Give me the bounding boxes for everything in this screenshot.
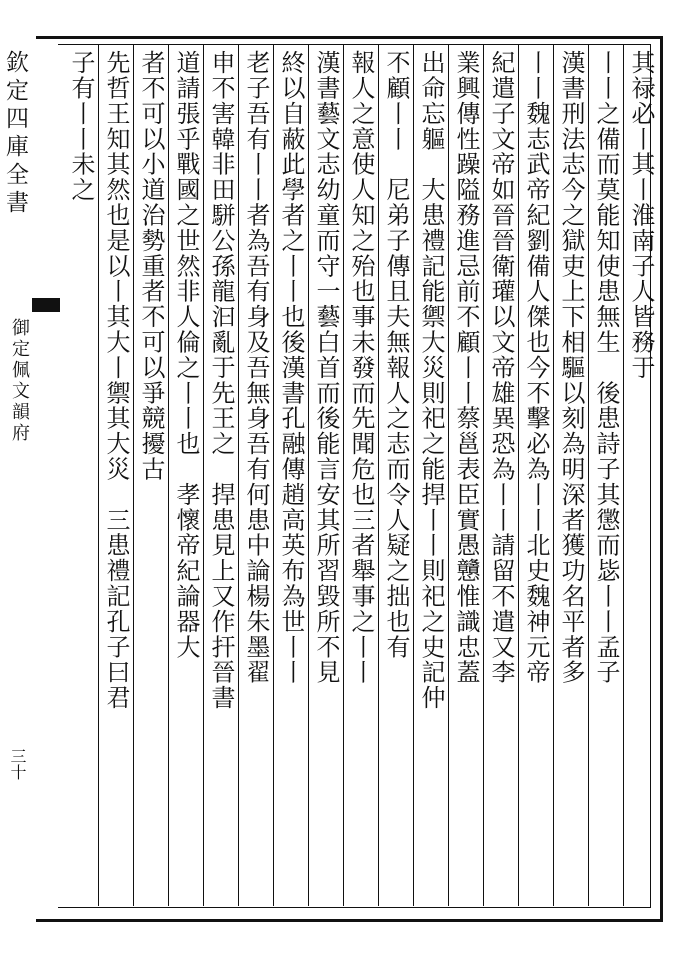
text-column: 者不可以小道治勢重者不可以爭競擾古: [137, 50, 165, 482]
margin-title: 欽定四庫全書: [2, 50, 28, 218]
text-column: 丨丨魏志武帝紀劉備人傑也今不擊必為丨丨北史魏神元帝: [522, 50, 550, 685]
fish-tail-mark: [32, 298, 60, 312]
text-column: 出命忘軀 大患禮記能禦大災則祀之能捍丨丨則祀之史記仲: [417, 50, 445, 711]
text-column: 報人之意使人知之殆也事未發而先聞危也三者舉事之丨丨: [347, 50, 375, 685]
text-column: 申不害韓非田駢公孫龍汩亂于先王之 捍患見上又作扞晉書: [207, 50, 235, 711]
text-column: 不顧丨丨 尼弟子傳且夫無報人之志而令人疑之拙也有: [382, 50, 410, 660]
text-column: 先哲王知其然也是以丨其大丨禦其大災 三患禮記孔子曰君: [102, 50, 130, 711]
text-column: 業興傳性躁隘務進忌前不顧丨丨蔡邕表臣實愚戇惟識忠蓋: [452, 50, 480, 685]
text-column: 子有丨丨未之: [67, 50, 95, 203]
text-column: 道請張乎戰國之世然非人倫之丨丨也 孝懷帝紀論器大: [172, 50, 200, 660]
margin-subtitle: 御定佩文韻府: [9, 318, 30, 444]
text-column: 終以自蔽此學者之丨丨也後漢書孔融傳趙高英布為世丨丨: [277, 50, 305, 685]
text-column: 老子吾有丨丨者為吾有身及吾無身吾有何患中論楊朱墨翟: [242, 50, 270, 685]
text-column: 漢書藝文志幼童而守一藝白首而後能言安其所習毀所不見: [312, 50, 340, 685]
text-column: 漢書刑法志今之獄吏上下相驅以刻為明深者獲功名平者多: [557, 50, 585, 685]
page-number: 三十: [8, 748, 27, 780]
text-column: 其禄必丨其丨淮南子人皆務于: [627, 50, 655, 381]
text-column: 丨丨之備而莫能知使患無生 後患詩子其懲而毖丨丨孟子: [592, 50, 620, 685]
text-column: 紀遣子文帝如晉晉衛瓘以文帝雄異恐為丨丨請留不遣又李: [487, 50, 515, 685]
